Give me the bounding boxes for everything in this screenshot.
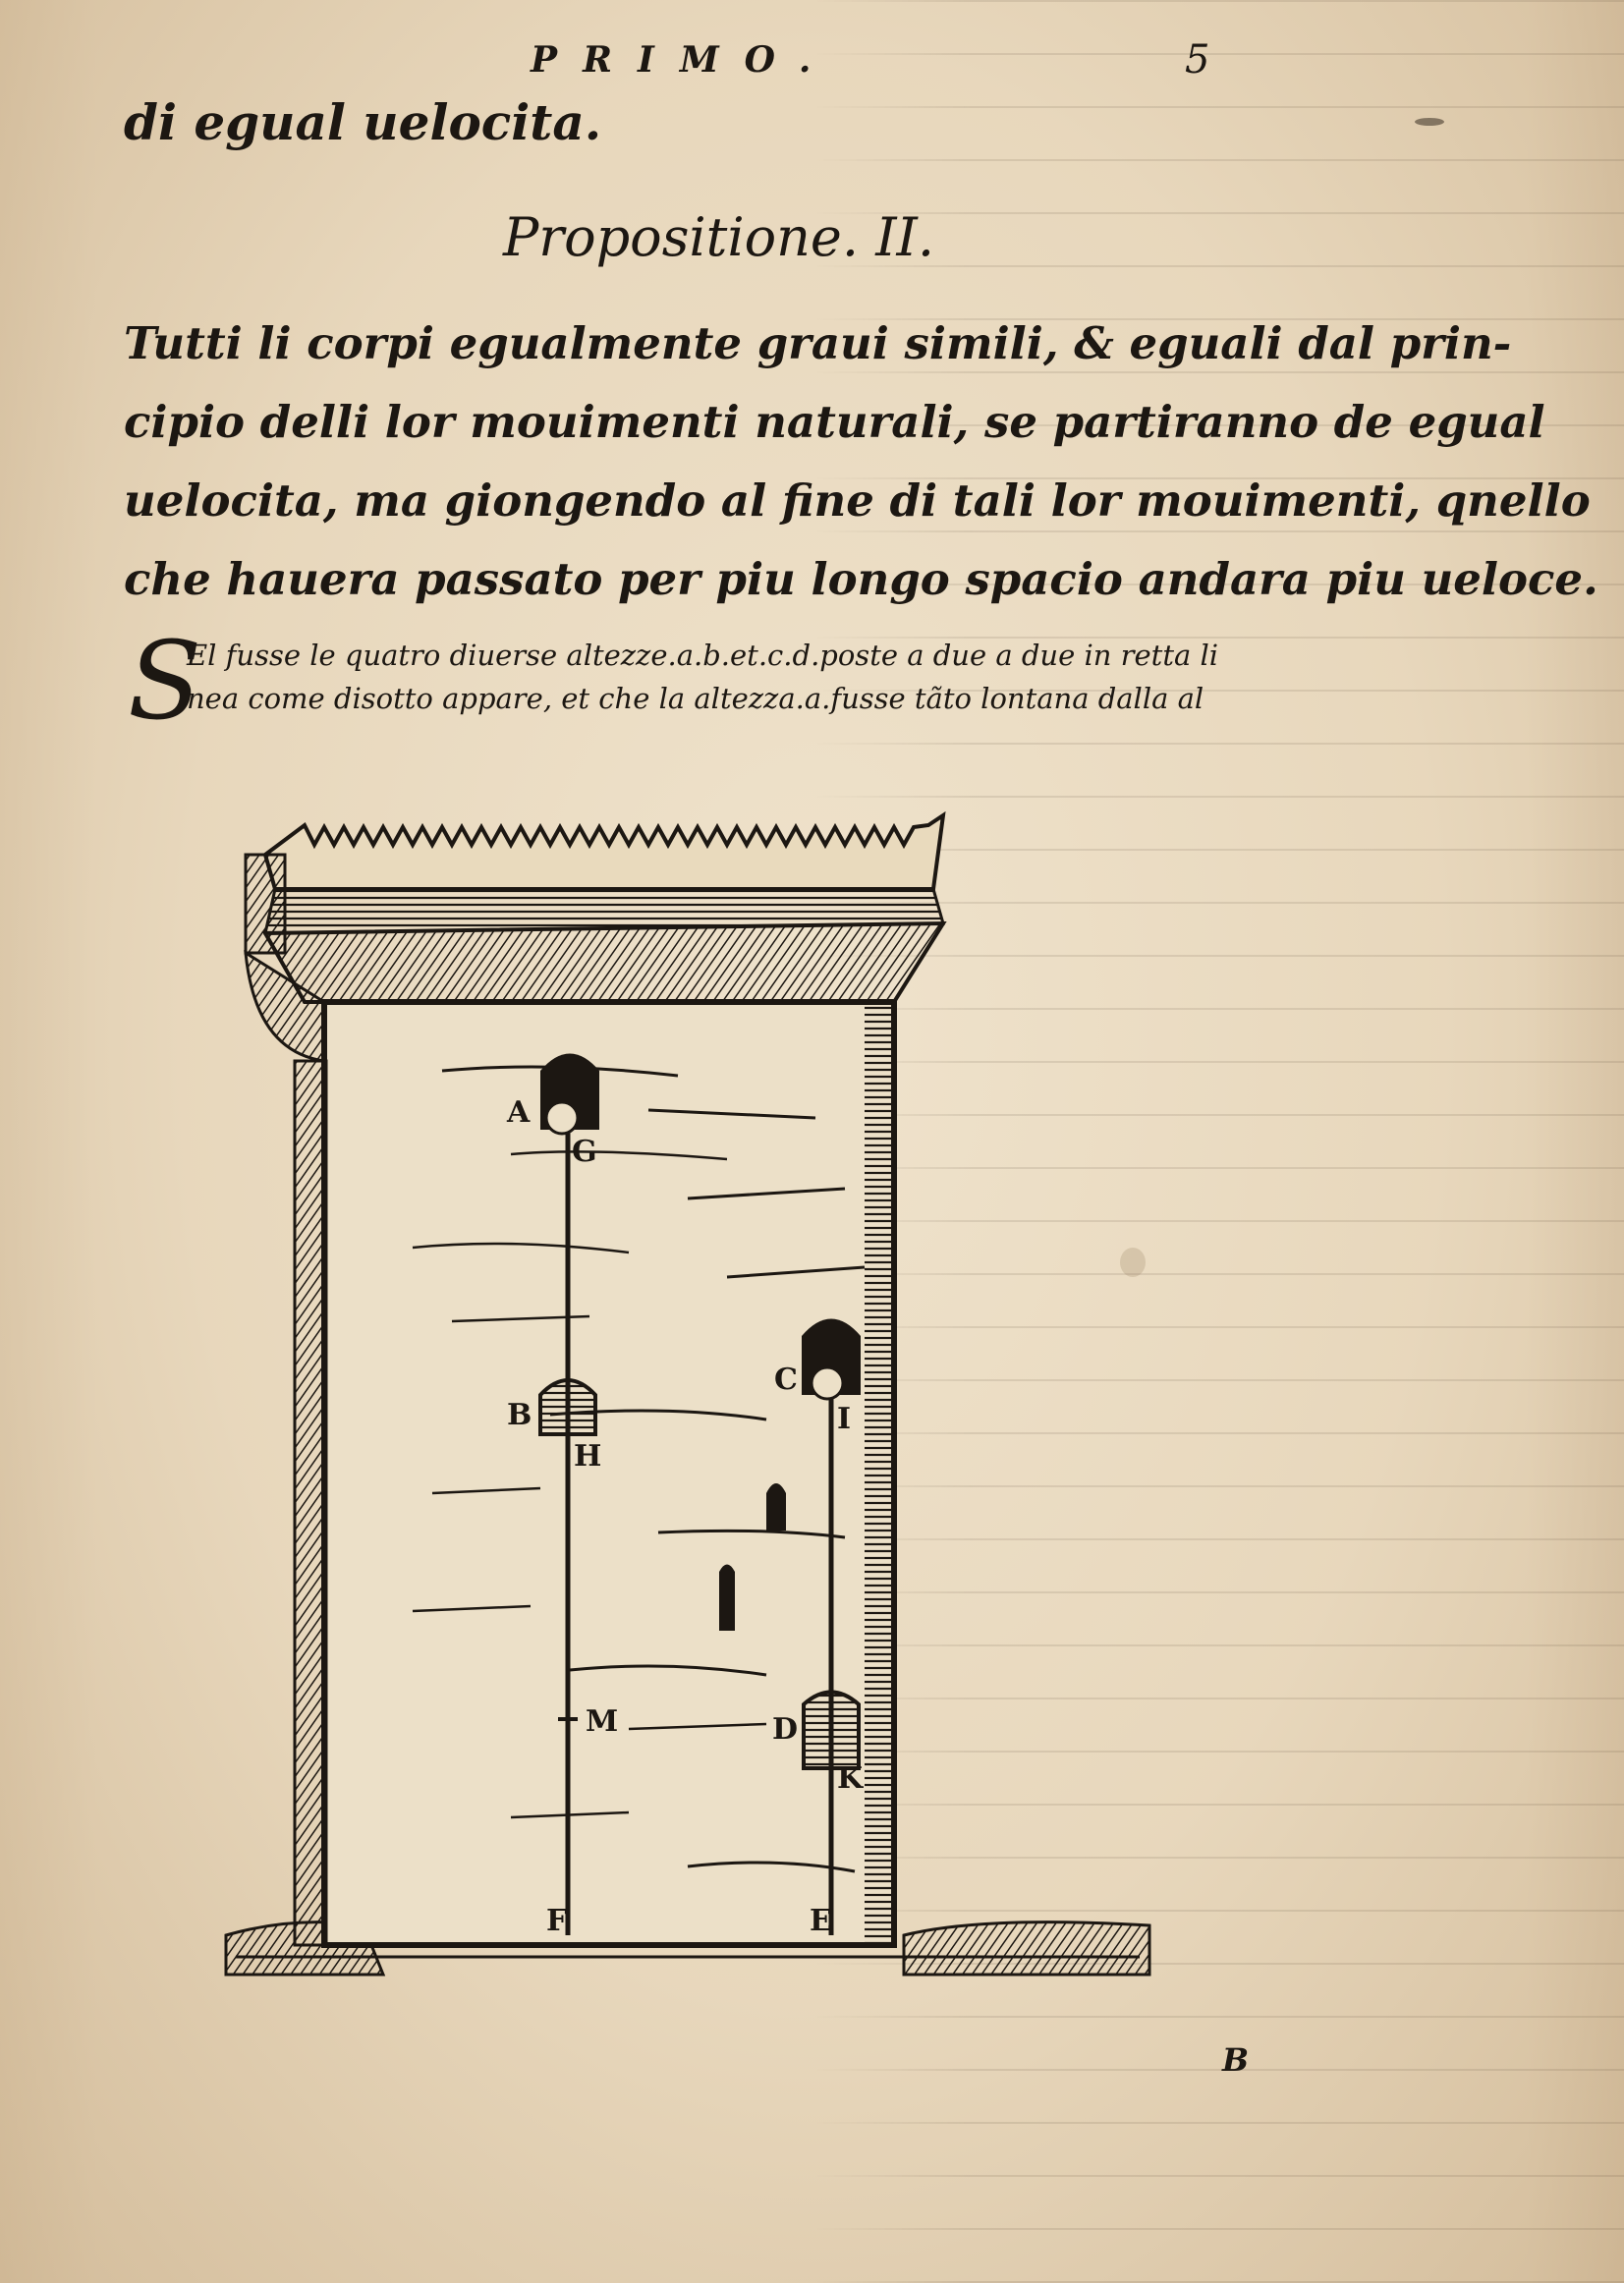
label-d: D [772, 1712, 799, 1747]
label-h: H [574, 1439, 602, 1474]
label-i: I [837, 1402, 852, 1436]
label-e: E [810, 1904, 832, 1938]
label-m: M [586, 1704, 619, 1739]
proposition-enunciation [124, 305, 1598, 619]
weight-d [804, 1693, 859, 1769]
page-number: 5 [1185, 37, 1210, 83]
stain-spot [1415, 118, 1444, 126]
enunciation-line: uelocita, ma giongendo al fine di tali lor mouimenti, qnello [124, 474, 1591, 527]
proof-text [187, 634, 1316, 720]
tower-woodcut-figure [216, 806, 1159, 2033]
proof-line: El fusse le quatro diuerse altezze.a.b.et.c.d.poste a due a due in retta li [187, 639, 1219, 672]
window-slit [719, 1565, 735, 1632]
label-b: B [507, 1398, 532, 1432]
tower-illustration [216, 806, 1159, 2033]
window-slit [766, 1483, 786, 1531]
running-head: PRIMO. [531, 39, 837, 81]
label-a: A [507, 1095, 531, 1130]
proposition-title: Propositione. II. [502, 206, 935, 268]
label-c: C [774, 1363, 798, 1397]
signature-mark: B [1222, 2041, 1250, 2079]
label-f: F [546, 1904, 568, 1938]
enunciation-line: cipio delli lor mouimenti naturali, se partiranno de egual [124, 396, 1545, 448]
enunciation-line: Tutti li corpi egualmente graui simili, & eguali dal prin- [124, 317, 1512, 369]
proof-line: nea come disotto appare, et che la altezza.a.fusse tãto lontana dalla al [187, 682, 1204, 715]
weight-b [540, 1380, 595, 1434]
enunciation-line: che hauera passato per piu longo spacio andara piu ueloce. [124, 553, 1598, 605]
carry-over-line: di egual uelocita. [124, 93, 602, 151]
ball-a [546, 1102, 578, 1134]
label-g: G [572, 1135, 597, 1169]
ball-c [812, 1367, 843, 1399]
drop-capital: S [128, 618, 202, 744]
label-k: K [837, 1761, 864, 1796]
